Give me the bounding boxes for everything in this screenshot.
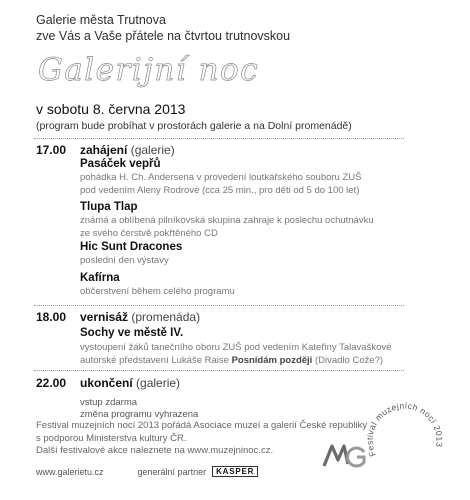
program-item-title: Sochy ve městě IV. [80,327,184,339]
program-item-title: Hic Sunt Dracones [80,241,183,253]
description-line: známá a oblíbená pilníkovská skupina zahraje k poslechu ochutnávku [80,215,374,226]
section-event-name: ukončení [80,376,133,390]
section-time: 18.00 [36,310,67,324]
invitation-intro [36,12,290,44]
footer-line: s podporou Ministerstva kultury ČR. [36,432,187,444]
section-event [80,310,200,324]
note-line: vstup zdarma [80,397,138,408]
performance-title: Posnídám později [231,354,313,366]
note-line: změna programu vyhrazena [80,409,199,420]
description-line: pod vedením Aleny Rodrové (cca 25 min., pro děti od 5 do 100 let) [80,184,360,196]
section-time: 22.00 [36,376,67,390]
website-link[interactable]: www.galerietu.cz [36,466,104,477]
program-note: (program bude probíhat v prostorách galerie a na Dolní promenádě) [36,120,352,132]
festival-moon-logo-icon [360,395,448,483]
section-divider [34,138,404,139]
section-event-name: zahájení [80,143,128,157]
section-place: (galerie) [136,376,181,390]
program-item-description [80,342,410,367]
description-line: ze svého čerstvě pokřtěného CD [80,227,218,239]
description-line: pohádka H. Ch. Andersena v provedení loutkářského souboru ZUŠ [80,172,362,183]
description-line: vystoupení žáků tanečního oboru ZUŠ pod vedením Kateřiny Talavaškové [80,342,392,353]
section-divider [34,370,404,371]
program-item-description [80,172,410,197]
section-time: 17.00 [36,143,67,157]
program-item-description [80,215,410,240]
description-text: (Divadlo Cože?) [312,354,384,366]
event-title: Galerijní noc [38,52,260,88]
program-item-description [80,255,410,268]
event-notes [80,397,198,421]
description-line: poslední den výstavy [80,255,169,266]
section-event [80,376,180,390]
section-place: (promenáda) [131,310,201,324]
event-date: v sobotu 8. června 2013 [36,101,186,117]
description-text: autorské představení Lukáše Raise [80,354,232,366]
section-divider [34,305,404,306]
section-event-name: vernisáž [80,310,129,324]
gallery-name: Galerie města Trutnova [36,13,166,27]
kasper-logo: KASPER [212,466,258,477]
footer-bottom [36,466,258,477]
invitation-line: zve Vás a Vaše přátele na čtvrtou trutnovskou [36,29,291,43]
footer-line: Další festivalové akce naleznete na www.muzejninoc.cz. [36,445,274,456]
program-item-description [80,286,410,299]
program-item-title: Tlupa Tlap [80,201,138,213]
program-item-title: Pasáček vepřů [80,158,161,170]
partner-label: generální partner [137,466,207,477]
footer-line: Festival muzejních nocí 2013 pořádá Asociace muzeí a galerií České republiky [36,420,368,431]
description-line: občerstvení během celého programu [80,286,235,297]
description-line [80,355,410,368]
svg-text:Festival muzejních nocí 2013 [364,400,444,458]
program-item-title: Kafírna [80,272,120,284]
festival-logo-text: Festival muzejních nocí 2013 [364,400,445,459]
section-event [80,143,175,157]
section-place: (galerie) [130,143,175,157]
